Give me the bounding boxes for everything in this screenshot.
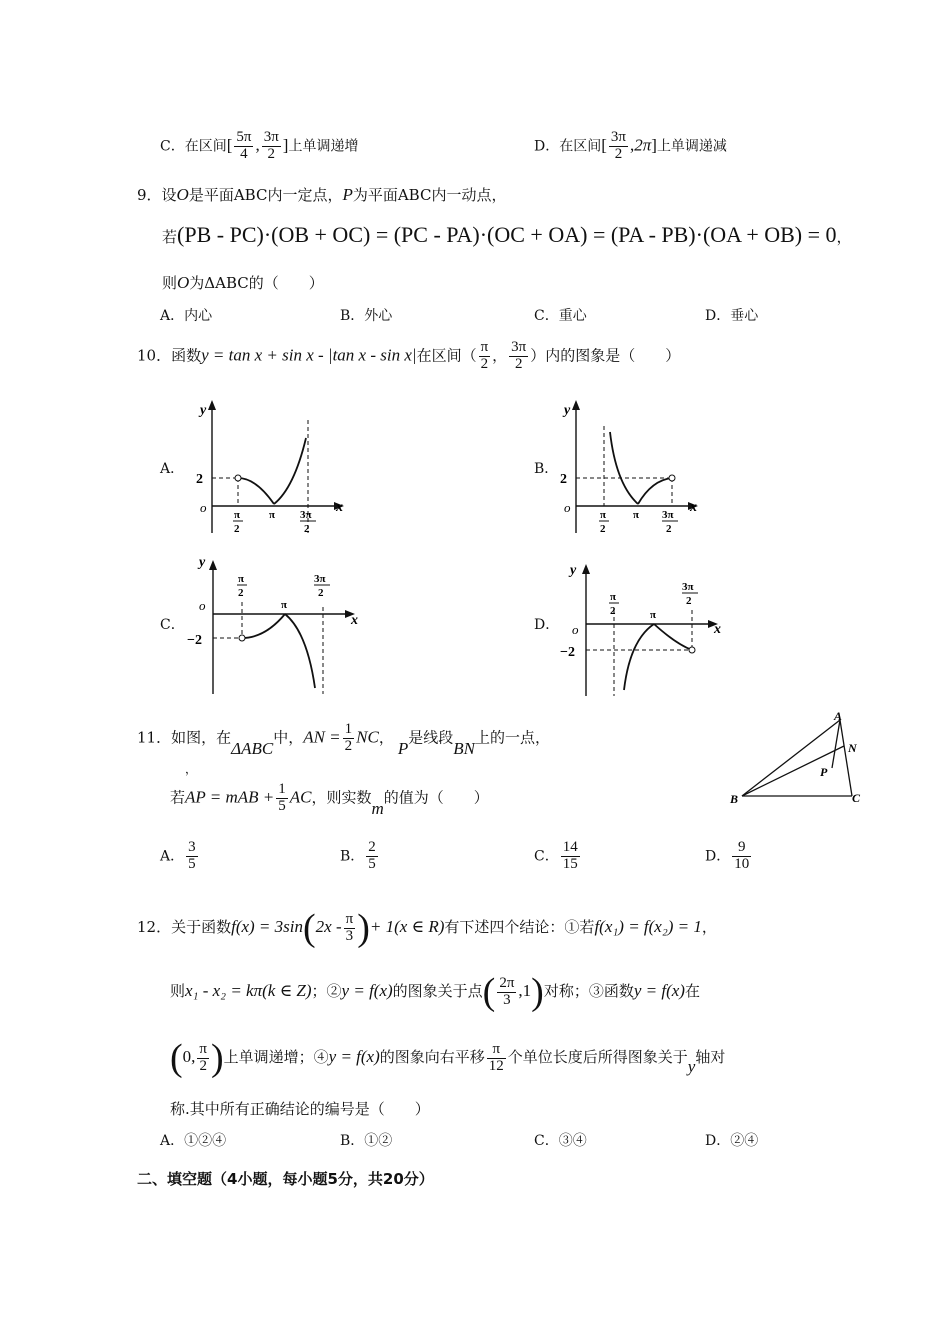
q11-option-c: C． $\frac{14}{15}$ xyxy=(534,839,578,872)
graph-c-y-label: y xyxy=(199,555,206,570)
side-ab xyxy=(742,720,840,796)
graph-d-origin: o xyxy=(572,622,579,637)
graph-d-curve xyxy=(624,624,692,690)
graph-b-value-label: 2 xyxy=(560,472,567,487)
q10-graph-c xyxy=(185,552,370,702)
graph-a-curve xyxy=(238,438,306,504)
graph-c-tick2: π xyxy=(281,599,288,611)
q10-graph-a xyxy=(190,398,360,538)
graph-c-x-label: x xyxy=(351,613,358,628)
q9-option-b: B．外心 xyxy=(340,308,393,324)
q11-option-b: B． $\frac{2}{5}$ xyxy=(340,839,376,872)
q12-stem-line3: (0, $\frac{\pi}{2}$ )上单调递增；④y = f(x)的图象向右平移 $\frac{\pi}{12}$ 个单位长度后所得图象关于y轴对 xyxy=(170,1037,726,1079)
graph-b-tick3-num: 3π xyxy=(662,509,674,521)
label-a: A xyxy=(834,709,843,723)
q12-option-a: A．①②④ xyxy=(160,1133,227,1149)
graph-c-value-label: −2 xyxy=(187,633,202,648)
graph-a-tick3-den: 2 xyxy=(304,523,310,535)
q8-option-c: C．在区间[ $\frac{5\pi}{4}$ , $\frac{3\pi}{2}$ ]上单调递增 xyxy=(160,129,359,162)
q12-option-c: C．③④ xyxy=(534,1133,587,1149)
q12-option-b: B．①② xyxy=(340,1133,393,1149)
graph-a-value-label: 2 xyxy=(196,472,203,487)
graph-d-tick2: π xyxy=(650,609,657,621)
q12-option-d: D．②④ xyxy=(705,1133,759,1149)
graph-b-x-label: x xyxy=(690,500,697,515)
graph-b-origin: o xyxy=(564,500,571,515)
graph-c-origin: o xyxy=(199,598,206,613)
side-ac xyxy=(840,720,852,796)
graph-d-y-label: y xyxy=(570,563,577,578)
graph-b-y-label: y xyxy=(564,403,571,418)
q11-triangle-figure xyxy=(728,708,868,808)
graph-b-tick1-num: π xyxy=(600,509,607,521)
q12-stem-line1: 12．关于函数f(x) = 3sin(2x - $\frac{\pi}{3}$ )+ 1(x ∈ R)有下述四个结论：①若f(x₁) = f(x₂) = 1， xyxy=(137,907,717,949)
graph-d-tick1-num: π xyxy=(610,591,617,603)
graph-a-tick2: π xyxy=(269,509,276,521)
graph-b-curve xyxy=(610,432,672,504)
section-heading-fill-in: 二、填空题（4小题，每小题5分，共20分） xyxy=(137,1170,434,1188)
graph-a-tick1-num: π xyxy=(234,509,241,521)
graph-b-tick1-den: 2 xyxy=(600,523,606,535)
q9-stem-line3: 则O为ΔABC的（ ） xyxy=(162,273,324,292)
q10-graph-d xyxy=(558,560,733,700)
label-c: C xyxy=(852,791,861,805)
q10-stem: 10．函数y = tan x + sin x - |tan x - sin x|在区间（ $\frac{\pi}{2}$ ， $\frac{3\pi}{2}$ ）内的图象是（ ） xyxy=(137,339,681,372)
q10-graph-b xyxy=(556,398,726,538)
segment-bn xyxy=(742,746,844,796)
q9-stem-line1: 9．设O是平面ABC内一定点，P为平面ABC内一动点， xyxy=(137,185,507,204)
graph-c-tick3-den: 2 xyxy=(318,587,324,599)
label-b: B xyxy=(730,792,739,806)
segment-ap xyxy=(832,720,840,768)
q11-option-d: D． $\frac{9}{10}$ xyxy=(705,839,750,872)
label-p: P xyxy=(820,765,828,779)
label-n: N xyxy=(848,741,857,755)
q11-stem-line1: 11．如图，在ΔABC中，AN = $\frac{1}{2}$ NC，P是线段BN上的一点， xyxy=(137,721,551,759)
graph-c-tick1-den: 2 xyxy=(238,587,244,599)
graph-d-x-label: x xyxy=(714,622,721,637)
q9-option-d: D．垂心 xyxy=(705,308,759,324)
q11-stem-line2: 若AP = mAB + $\frac{1}{5}$ AC，则实数m的值为（ ） xyxy=(170,781,489,819)
q10-label-d: D． xyxy=(534,617,560,633)
graph-a-tick3-num: 3π xyxy=(300,509,312,521)
q9-option-c: C．重心 xyxy=(534,308,587,324)
graph-c-curve xyxy=(242,614,315,688)
graph-d-tick1-den: 2 xyxy=(610,605,616,617)
q11-option-a: A． $\frac{3}{5}$ xyxy=(160,839,196,872)
graph-d-value-label: −2 xyxy=(560,645,575,660)
q10-label-c: C． xyxy=(160,617,185,633)
graph-d-tick3-num: 3π xyxy=(682,581,694,593)
q10-label-b: B． xyxy=(534,461,559,477)
q11-stray-comma: ， xyxy=(185,762,198,776)
q10-label-a: A． xyxy=(160,461,185,477)
graph-b-tick2: π xyxy=(633,509,640,521)
graph-a-x-label: x xyxy=(336,500,343,515)
graph-c-tick3-num: 3π xyxy=(314,573,326,585)
graph-a-y-label: y xyxy=(200,403,207,418)
q12-stem-line4: 称.其中所有正确结论的编号是（ ） xyxy=(170,1100,430,1118)
q9-option-a: A．内心 xyxy=(160,308,213,324)
graph-d-tick3-den: 2 xyxy=(686,595,692,607)
graph-c-tick1-num: π xyxy=(238,573,245,585)
graph-b-tick3-den: 2 xyxy=(666,523,672,535)
q9-stem-line2: 若(PB - PC)·(OB + OC) = (PC - PA)·(OC + OA) = (PA - PB)·(OA + OB) = 0， xyxy=(162,222,852,247)
q8-option-d: D．在区间[ $\frac{3\pi}{2}$ ,2π]上单调递减 xyxy=(534,129,727,162)
graph-a-tick1-den: 2 xyxy=(234,523,240,535)
graph-a-origin: o xyxy=(200,500,207,515)
q12-stem-line2: 则x₁ - x₂ = kπ(k ∈ Z)；②y = f(x)的图象关于点( $\frac{2\pi}{3}$ ,1)对称；③函数y = f(x)在 xyxy=(170,971,700,1013)
